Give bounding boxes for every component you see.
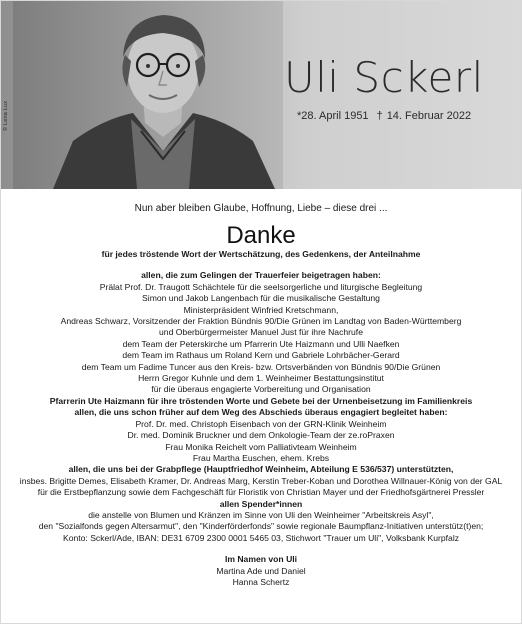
text-line: Dr. med. Dominik Bruckner und dem Onkologie-Team der ze.roPraxen [127,430,395,441]
thanks-subtitle: für jedes tröstende Wort der Wertschätzung, des Gedenkens, der Anteilnahme [101,249,421,259]
text-line: die anstelle von Blumen und Kränzen im Sinne von Uli den Weinheimer "Arbeitskreis Asyl", [88,509,434,520]
photo-credit: © Lena Lux [3,100,9,131]
section-heading: allen, die zum Gelingen der Trauerfeier beigetragen haben: [141,270,381,281]
section-heading: allen Spender*innen [219,498,303,509]
text-line: Simon und Jakob Langenbach für die musikalische Gestaltung [142,293,380,304]
portrait-photo [13,1,283,189]
text-line: für die überaus engagierte Vorbereitung und Organisation [151,384,371,395]
text-line: und Oberbürgermeister Manuel Just für ihre Nachrufe [159,327,363,338]
birth-date: *28. April 1951 [297,110,369,122]
text-line: insbes. Brigitte Demes, Elisabeth Kramer, Dr. Andreas Marg, Kerstin Treber-Koban und Dorothea Willnauer-König von der GAL [19,475,503,486]
signature-line: Martina Ade und Daniel [216,565,306,576]
bible-quote: Nun aber bleiben Glaube, Hoffnung, Liebe – diese drei ... [134,203,388,214]
text-line: Konto: Sckerl/Ade, IBAN: DE31 6709 2300 0001 5465 03, Stichwort "Trauer um Uli", Volksbank Kurpfalz [62,532,460,543]
cross-icon: † [376,110,383,122]
signature-line: Hanna Schertz [232,576,290,587]
section-heading: allen, die uns bei der Grabpflege (Hauptfriedhof Weinheim, Abteilung E 536/537) unterstützten, [68,464,454,475]
text-line: Frau Monika Reichelt vom Palliativteam Weinheim [165,441,357,452]
section-heading: Pfarrerin Ute Haizmann für ihre tröstenden Worte und Gebete bei der Urnenbeisetzung im Familienkreis [49,395,473,406]
text-line: dem Team um Fadime Tuncer aus den Kreis- bzw. Ortsverbänden von Bündnis 90/Die Grünen [81,361,441,372]
text-line: Frau Martha Euschen, ehem. Krebs [192,452,330,463]
header-band [1,1,521,189]
text-line: Ministerpräsident Winfried Kretschmann, [183,304,339,315]
text-line: für die Erstbepflanzung sowie dem Fachgeschäft für Floristik von Christian Mayer und der Friedhofsgärtnerei Pressler [37,487,485,498]
text-line: Herrn Gregor Kuhnle und dem 1. Weinheimer Bestattungsinstitut [138,373,384,384]
thanks-title: Danke [226,222,296,249]
notice-body [1,189,521,588]
text-line: den "Sozialfonds gegen Altersarmut", den "Kinderförderfonds" sowie regionale Baumpflanz-Initiativen unterstütz(t)en; [38,521,484,532]
text-line: dem Team der Peterskirche um Pfarrerin Ute Haizmann und Ulli Naefken [122,338,400,349]
life-dates [297,110,471,122]
text-line: dem Team im Rathaus um Roland Kern und Gabriele Lohrbächer-Gerard [122,350,400,361]
deceased-name: Uli Sckerl [284,53,484,102]
text-line: Prof. Dr. med. Christoph Eisenbach von der GRN-Klinik Weinheim [135,418,387,429]
closing-heading: Im Namen von Uli [224,554,298,565]
section-heading: allen, die uns schon früher auf dem Weg des Abschieds überaus engagiert begleitet haben: [74,407,448,418]
text-line: Andreas Schwarz, Vorsitzender der Fraktion Bündnis 90/Die Grünen im Landtag von Baden-Württemberg [60,316,462,327]
death-date: 14. Februar 2022 [386,110,472,122]
text-line: Prälat Prof. Dr. Traugott Schächtele für die seelsorgerliche und liturgische Begleitung [99,281,423,292]
